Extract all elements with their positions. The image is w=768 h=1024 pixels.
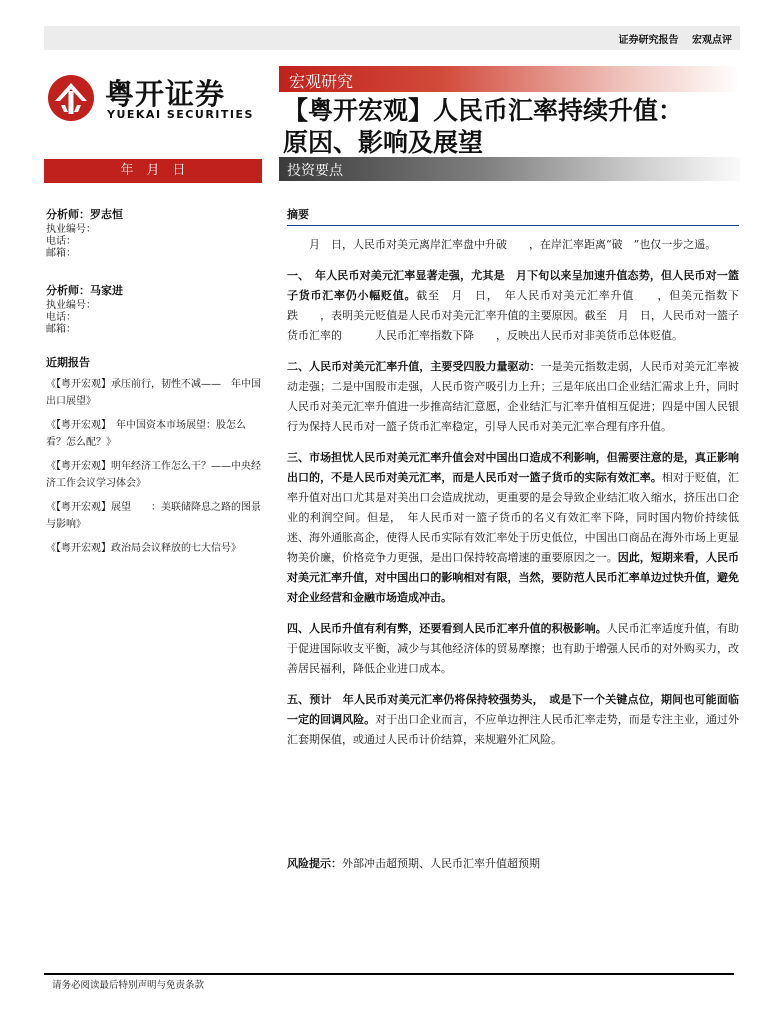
point-3-body: 相对于贬值，汇率升值对出口尤其是对美出口会造成扰动，更重要的是会导致企业结汇收入缩水，挤压出口企业的利润空间。但是， 年人民币对一篮子货币的名义有效汇率下降，同时国内物价持续低迷、海外通胀高企，使得人民币实际有效汇率处于历史低位，中国出口商品在海外市场上更显物美价廉，价格竞争力更强，是出口保持较高增速的重要原因之一。 — [287, 471, 740, 564]
point-2-body: 一是美元指数走弱，人民币对美元汇率被动走强；二是中国股市走强，人民币资产吸引力上升；三是年底出口企业结汇需求上升，同时人民币对美元汇率升值进一步推高结汇意愿，企业结汇与汇率升值相互促进；四是中国人民银行为保持人民币对一篮子货币汇率稳定，引导人民币对美元汇率合理有序升值。 — [287, 360, 740, 433]
point-5-body: 对于出口企业而言，不应单边押注人民币汇率走势，而是专注主业，通过外汇套期保值，或通过人民币计价结算，来规避外汇风险。 — [287, 713, 740, 746]
point-3-conclusion: 因此，短期来看，人民币对美元汇率升值，对中国出口的影响相对有限，当然，要防范人民币汇率单边过快升值，避免对企业经营和金融市场造成冲击。 — [287, 551, 739, 604]
abstract-heading: 摘要 — [287, 206, 739, 226]
recent-report-link[interactable]: 《【粤开宏观】政治局会议释放的七大信号》 — [46, 543, 241, 554]
analyst-name: 分析师：马家进 — [46, 284, 123, 297]
analyst-phone: 电话： — [46, 312, 76, 323]
recent-report-link[interactable]: 《【粤开宏观】 年中国资本市场展望：股怎么看？怎么配？》 — [46, 420, 246, 448]
analyst-email: 邮箱： — [46, 248, 76, 259]
analyst-email: 邮箱： — [46, 324, 76, 335]
point-5 — [287, 690, 739, 750]
point-3 — [287, 448, 739, 608]
recent-report-link[interactable]: 《【粤开宏观】明年经济工作怎么干？——中央经济工作会议学习体会》 — [46, 461, 261, 489]
point-4 — [287, 619, 739, 679]
recent-report-link[interactable]: 《【粤开宏观】承压前行，韧性不减—— 年中国出口展望》 — [46, 379, 261, 407]
recent-reports-list — [46, 376, 264, 557]
point-1-lead: 一、 年人民币对美元汇率显著走强，尤其是 月下旬以来呈加速升值态势，但人民币对一篮子货币汇率仍小幅贬值。 — [287, 269, 739, 302]
analyst-name: 分析师：罗志恒 — [46, 208, 123, 221]
point-2-lead: 二、人民币对美元汇率升值，主要受四股力量驱动： — [287, 360, 541, 373]
analyst-phone: 电话： — [46, 236, 76, 247]
point-1 — [287, 266, 739, 346]
analyst-id: 执业编号： — [46, 224, 96, 235]
abstract-section — [287, 206, 739, 750]
point-3-lead: 三、市场担忧人民币对美元汇率升值会对中国出口造成不利影响，但需要注意的是，真正影响出口的，不是人民币对美元汇率，而是人民币对一篮子货币的实际有效汇率。 — [287, 451, 739, 484]
logo-name-en: YUEKAI SECURITIES — [107, 108, 254, 121]
report-tags — [609, 31, 732, 46]
point-5-lead: 五、预计 年人民币对美元汇率仍将保持较强势头， 或是下一个关键点位，期间也可能面临一定的回调风险。 — [287, 693, 739, 726]
company-logo — [47, 72, 262, 124]
category-bar — [279, 66, 740, 92]
report-subtype: 宏观点评 — [692, 35, 732, 46]
abstract-intro: 月 日，人民币对美元离岸汇率盘中升破 ，在岸汇率距离“破 ”也仅一步之遥。 — [309, 238, 717, 251]
title-line-2: 原因、影响及展望 — [283, 128, 484, 157]
report-type: 证券研究报告 — [618, 35, 679, 46]
section-bar — [279, 157, 740, 181]
analyst-1 — [46, 206, 264, 260]
logo-mark-icon — [47, 74, 95, 122]
logo-name-cn: 粤开证券 — [105, 77, 226, 111]
left-column — [46, 206, 264, 564]
section-label: 投资要点 — [287, 163, 343, 179]
title-line-1: 【粤开宏观】人民币汇率持续升值： — [283, 96, 684, 125]
risk-warning — [287, 855, 540, 871]
top-bar — [44, 26, 740, 50]
footer-divider — [44, 973, 734, 975]
analyst-id: 执业编号： — [46, 300, 96, 311]
analyst-2 — [46, 282, 264, 336]
date-bar: 年 月 日 — [44, 159, 262, 183]
risk-text: 外部冲击超预期、人民币汇率升值超预期 — [342, 857, 540, 870]
recent-report-link[interactable]: 《【粤开宏观】展望 ：美联储降息之路的图景与影响》 — [46, 502, 261, 530]
report-title — [283, 95, 743, 159]
recent-reports-heading: 近期报告 — [46, 356, 90, 369]
point-1-body: 截至 月 日， 年人民币对美元汇率升值 ，但美元指数下跌 ，表明美元贬值是人民币对美元汇率升值的主要原因。截至 月 日，人民币对一篮子货币汇率的 人民币汇率指数下降 ，反映出人民币对非美货币总体贬值。 — [287, 289, 739, 342]
point-4-body: 人民币汇率适度升值，有助于促进国际收支平衡，减少与其他经济体的贸易摩擦；也有助于增强人民币的对外购买力，改善居民福利，降低企业进口成本。 — [287, 622, 740, 675]
footer-disclaimer: 请务必阅读最后特别声明与免责条款 — [52, 980, 205, 991]
category-label: 宏观研究 — [289, 72, 354, 91]
risk-label: 风险提示： — [287, 857, 342, 870]
point-4-lead: 四、人民币升值有利有弊，还要看到人民币汇率升值的积极影响。 — [287, 622, 607, 635]
point-2 — [287, 357, 739, 437]
